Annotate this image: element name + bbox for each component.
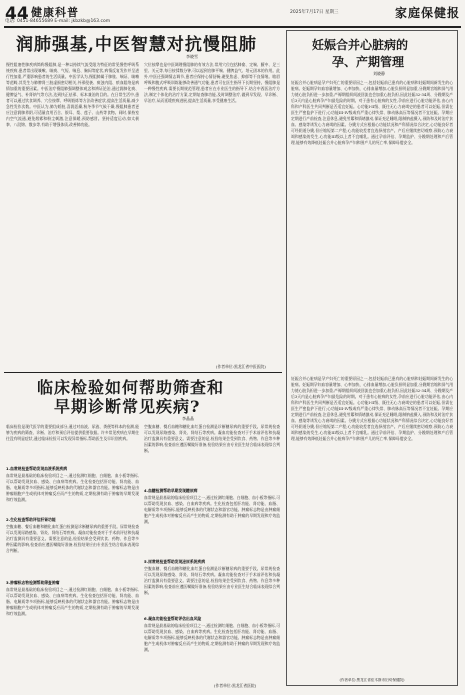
article-divider xyxy=(4,372,282,373)
header-rule xyxy=(4,26,461,28)
article1-col1-body: 慢性阻塞性肺疾病简称慢阻肺,是一种以持续气流受限为特征的常见慢性呼吸系统疾病,患者常出现咳嗽、咳痰、气短、喘息、胸闷等症状,病情反复发作并呈进行性加重,严重影响患者的生活质量。中医学认为,慢阻肺属于肺胀、喘证、咳嗽等范畴,其发生与肺脾肾三脏虚损密切相关,外邪侵袭、痰浊内阻、瘀血阻络是病情加重的重要因素。中医治疗慢阻肺强调整体观念和辨证论治,通过润肺化痰、健脾益气、补肾纳气等方法,达到扶正祛邪、标本兼治的目的。在日常生活中,患者可以通过饮食调养、穴位按摩、呼吸锻炼等方法改善症状,提高生活质量,减少急性发作次数。中医认为,肺为娇脏,喜润恶燥,秋冬季节气候干燥,慢阻肺患者更应注意润肺养阴,可适量食用百合、银耳、梨、莲子、山药等食物。同时,保持室内空气流通,避免烟雾和粉尘刺激,注意保暖,预防感冒。坚持适度运动,如太极拳、八段锦、散步等,有助于增强体质,改善肺功能。 xyxy=(6,62,139,127)
article2-subhead: 6.凝血功能检查帮助评估出血风险 xyxy=(144,616,202,621)
issue-date: 2025年7月17日 星期三 xyxy=(290,10,339,15)
article2-body-a: 血常规是最基础的临床检验项目之一,通过检测红细胞、白细胞、血小板等指标,可以帮助发现贫血、感染、白血病等疾病。生化检查包括肝功能、肾功能、血脂、电解质等多项指标,能够反映机体的代谢状态和器官功能。肿瘤标志物是由肿瘤细胞产生或机体对肿瘤反应而产生的物质,定期检测有助于肿瘤的早期发现和疗效监测。 xyxy=(144,623,280,652)
article2-intro: 临床检验是现代医学的重要组成部分,通过对血液、尿液、粪便等样本的检测,能够为疾病的筛查、诊断、治疗和预后评估提供重要依据。许多常见疾病在早期往往没有明显症状,通过临床检验可以发现异常指标,帮助医生及早识别疾病。 xyxy=(6,424,139,441)
article2-body-b: 空腹血糖、餐后血糖和糖化血红蛋白检测是诊断糖尿病的重要手段。尿常规检查可以发现尿路感染、肾炎、肾结石等疾病。凝血功能检查对于手术前评估和抗凝治疗监测具有重要意义。需要注意的是,检验结果会受到饮食、药物、作息等多种因素的影响,检查前应遵医嘱做好准备,检验结果应由专业医生结合临床表现综合判断。 xyxy=(6,524,139,553)
article2-body-b: 空腹血糖、餐后血糖和糖化血红蛋白检测是诊断糖尿病的重要手段。尿常规检查可以发现尿路感染、肾炎、肾结石等疾病。凝血功能检查对于手术前评估和抗凝治疗监测具有重要意义。需要注意的是,检验结果会受到饮食、药物、作息等多种因素的影响,检查前应遵医嘱做好准备,检验结果应由专业医生结合临床表现综合判断。 xyxy=(144,566,280,595)
contact-line: 电话: 0451-84655689 E-mail: jkbzkb@163.com xyxy=(5,19,111,24)
article2-title-line1: 临床检验如何帮助筛查和 xyxy=(37,378,225,397)
article2-title-line2: 早期诊断常见疾病? xyxy=(54,397,201,416)
article1-col2-body: 穴位按摩也是中医调理慢阻肺的有效方法,常用穴位包括肺俞、定喘、膻中、足三里、关元等,每日按揉数分钟,可以起到宣肺平喘、健脾益气、培元固本的作用。此外,中医还强调情志调节,患者应保持心情舒畅,避免焦虑、抑郁等不良情绪。缩唇呼吸和腹式呼吸训练能够改善通气功能,患者可在医生指导下长期坚持。慢阻肺是一种慢性疾病,需要长期规范管理,患者应在专业医生的指导下,结合中西医治疗方法,制定个体化的治疗方案,定期复查肺功能,及时调整治疗,做到早发现、早诊断、早治疗,从而延缓疾病进展,提高生活质量,享受健康生活。 xyxy=(144,62,280,103)
article2-body-b: 空腹血糖、餐后血糖和糖化血红蛋白检测是诊断糖尿病的重要手段。尿常规检查可以发现尿路感染、肾炎、肾结石等疾病。凝血功能检查对于手术前评估和抗凝治疗监测具有重要意义。需要注意的是,检验结果会受到饮食、药物、作息等多种因素的影响,检查前应遵医嘱做好准备,检验结果应由专业医生结合临床表现综合判断。 xyxy=(144,424,280,453)
article3-body: 妊娠合并心脏病是孕产妇死亡的重要原因之一,包括妊娠前已患有的心脏病和妊娠期间新发生的心脏病。妊娠期孕妇血容量增加、心率加快、心排血量增加,心脏负担明显加重,分娩期宫缩和屏气用力使心脏负担进一步加重,产褥期组织间液回流也会加重心脏负担,因此妊娠32-34周、分娩期及产后3天内是心脏病孕产妇最危险的时期。对于患有心脏病的女性,孕前应进行心脏功能评估,由心内科和产科医生共同判断是否适宜妊娠。心功能I-II级、既往无心力衰竭史的患者可以妊娠,但需在医生严密监护下进行;心功能III-IV级或有严重心律失常、肺动脉高压等情况者不宜妊娠。孕期应定期进行产前检查,注意休息,避免劳累和情绪激动,保证充足睡眠,限制钠盐摄入,预防和及时治疗贫血、感染等诱发心力衰竭的因素。分娩方式应根据心功能状况和产科情况综合决定,心功能良好者可经阴道分娩,但应缩短第二产程;心功能较差者宜选择剖宫产。产后应继续密切观察,预防心力衰竭和感染的发生,心功能III级以上者不宜哺乳。通过孕前评估、孕期监护、分娩期处理和产后管理,能够有效降低妊娠合并心脏病孕产妇和围产儿的死亡率,保障母婴安全。 xyxy=(291,80,453,145)
article2-byline: 李晶晶 xyxy=(182,416,194,421)
article2-subhead: 2.生化检查帮助评估肝肾功能 xyxy=(6,517,56,522)
article1-byline: 李晓雪 xyxy=(186,54,198,59)
article2-subhead: 3.肿瘤标志物检测帮助筛查肿瘤 xyxy=(6,580,60,585)
article2-body-a: 血常规是最基础的临床检验项目之一,通过检测红细胞、白细胞、血小板等指标,可以帮助发现贫血、感染、白血病等疾病。生化检查包括肝功能、肾功能、血脂、电解质等多项指标,能够反映机体的代谢状态和器官功能。肿瘤标志物是由肿瘤细胞产生或机体对肿瘤反应而产生的物质,定期检测有助于肿瘤的早期发现和疗效监测。 xyxy=(144,495,280,524)
article3-title-line1: 妊娠合并心脏病的 xyxy=(312,38,409,52)
article3-byline: 刘晓静 xyxy=(373,71,385,76)
article2-source: (作者单位:黑龙江省医院) xyxy=(214,683,257,688)
article2-body-a: 血常规是最基础的临床检验项目之一,通过检测红细胞、白细胞、血小板等指标,可以帮助发现贫血、感染、白血病等疾病。生化检查包括肝功能、肾功能、血脂、电解质等多项指标,能够反映机体的代谢状态和器官功能。肿瘤标志物是由肿瘤细胞产生或机体对肿瘤反应而产生的物质,定期检测有助于肿瘤的早期发现和疗效监测。 xyxy=(6,473,139,502)
article3-title-line2: 孕、产期管理 xyxy=(332,55,405,69)
article2-subhead: 4.血糖检测帮助早期发现糖尿病 xyxy=(144,488,198,493)
article2-body-a: 血常规是最基础的临床检验项目之一,通过检测红细胞、白细胞、血小板等指标,可以帮助发现贫血、感染、白血病等疾病。生化检查包括肝功能、肾功能、血脂、电解质等多项指标,能够反映机体的代谢状态和器官功能。肿瘤标志物是由肿瘤细胞产生或机体对肿瘤反应而产生的物质,定期检测有助于肿瘤的早期发现和疗效监测。 xyxy=(6,587,139,616)
article1-title: 润肺强基,中医智慧对抗慢阻肺 xyxy=(16,35,257,55)
article3-source: (作者单位:黑龙江省佳木斯市妇幼保健院) xyxy=(339,678,405,682)
page-number: 44 xyxy=(5,4,29,24)
newspaper-brand: 家庭保健报 xyxy=(394,6,460,20)
article2-subhead: 1.血常规检查帮助发现血液系统疾病 xyxy=(6,466,68,471)
section-title: 健康科普 xyxy=(31,6,79,19)
article2-subhead: 5.尿常规检查帮助发现泌尿系统疾病 xyxy=(144,559,206,564)
article1-source: (作者单位:黑龙江省中医医院) xyxy=(216,364,266,369)
article3-body: 妊娠合并心脏病是孕产妇死亡的重要原因之一,包括妊娠前已患有的心脏病和妊娠期间新发生的心脏病。妊娠期孕妇血容量增加、心率加快、心排血量增加,心脏负担明显加重,分娩期宫缩和屏气用力使心脏负担进一步加重,产褥期组织间液回流也会加重心脏负担,因此妊娠32-34周、分娩期及产后3天内是心脏病孕产妇最危险的时期。对于患有心脏病的女性,孕前应进行心脏功能评估,由心内科和产科医生共同判断是否适宜妊娠。心功能I-II级、既往无心力衰竭史的患者可以妊娠,但需在医生严密监护下进行;心功能III-IV级或有严重心律失常、肺动脉高压等情况者不宜妊娠。孕期应定期进行产前检查,注意休息,避免劳累和情绪激动,保证充足睡眠,限制钠盐摄入,预防和及时治疗贫血、感染等诱发心力衰竭的因素。分娩方式应根据心功能状况和产科情况综合决定,心功能良好者可经阴道分娩,但应缩短第二产程;心功能较差者宜选择剖宫产。产后应继续密切观察,预防心力衰竭和感染的发生,心功能III级以上者不宜哺乳。通过孕前评估、孕期监护、分娩期处理和产后管理,能够有效降低妊娠合并心脏病孕产妇和围产儿的死亡率,保障母婴安全。 xyxy=(291,376,453,441)
